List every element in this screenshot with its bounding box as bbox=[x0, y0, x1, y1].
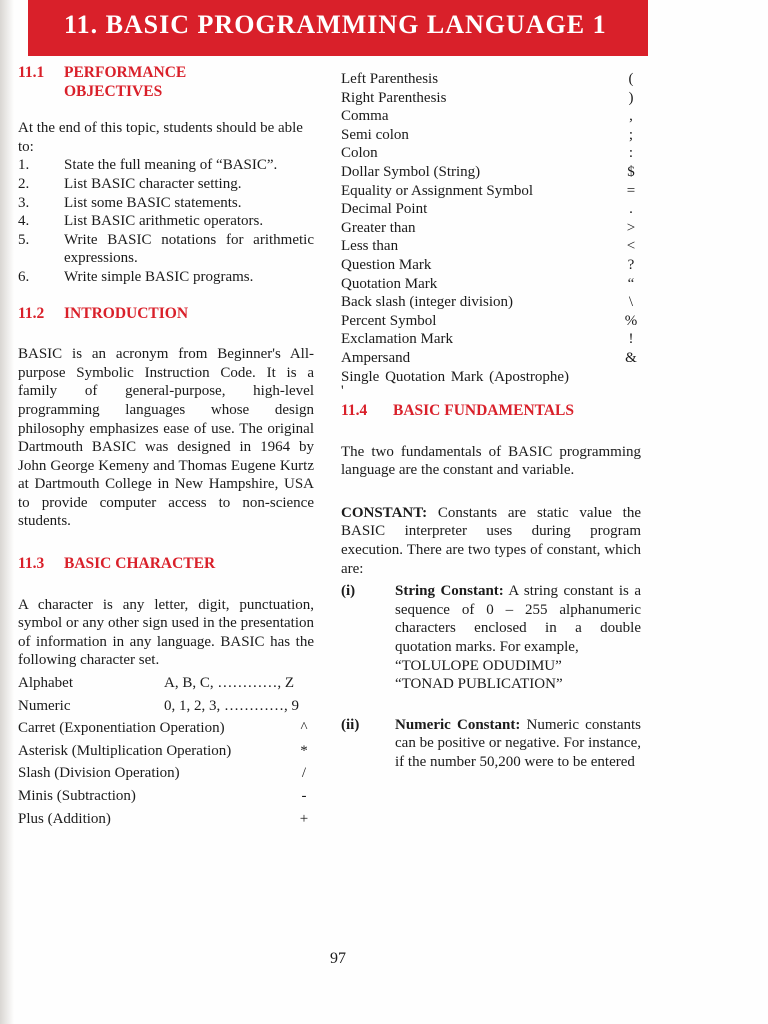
section-11-3-heading bbox=[18, 555, 314, 574]
table-row: Decimal Point . bbox=[341, 201, 633, 218]
list-item: 6. Write simple BASIC programs. bbox=[18, 268, 254, 285]
numeric-constant-item bbox=[341, 716, 641, 772]
fundamentals-paragraph: The two fundamentals of BASIC programming language are the constant and variable. bbox=[341, 443, 641, 479]
list-item: 3. List some BASIC statements. bbox=[18, 194, 242, 211]
constant-text: Constants are static value the BASIC interpreter uses during program execution. There are two types of constant, which are: bbox=[341, 504, 642, 577]
table-row: Right Parenthesis ) bbox=[341, 89, 634, 106]
section-11-1-heading bbox=[18, 64, 314, 101]
table-row: Single Quotation Mark (Apostrophe) bbox=[341, 368, 570, 385]
section-title: BASIC CHARACTER bbox=[64, 555, 216, 573]
table-row: Exclamation Mark ! bbox=[341, 331, 634, 348]
table-row: Slash (Division Operation) / bbox=[18, 765, 307, 782]
string-constant-item bbox=[341, 582, 641, 694]
numeric-constant-text: Numeric constants can be positive or negative. For instance, if the number 50,200 were to be entered bbox=[395, 716, 641, 770]
list-item: 4. List BASIC arithmetic operators. bbox=[18, 213, 264, 230]
character-paragraph: A character is any letter, digit, punctuation, symbol or any other sign used in the presentation of information in any language. BASIC has the following character set. bbox=[18, 596, 314, 669]
section-11-2-heading bbox=[18, 305, 314, 324]
table-row: Numeric 0, 1, 2, 3, …………, 9 bbox=[18, 697, 299, 714]
table-row: Semi colon ; bbox=[341, 126, 634, 143]
page-edge-shadow bbox=[0, 0, 14, 1024]
introduction-paragraph: BASIC is an acronym from Beginner's All-purpose Symbolic Instruction Code. It is a family of general-purpose, high-level programming languages whose design philosophy emphasizes ease of use. The original Dartmouth BASIC was designed in 1964 by John George Kemeny and Thomas Eugene Kurtz at Dartmouth College in New Hampshire, USA to provide computer access to non-science students. bbox=[18, 346, 314, 530]
section-title: INTRODUCTION bbox=[64, 304, 189, 322]
character-set-left bbox=[18, 674, 314, 828]
string-constant-heading: String Constant: bbox=[395, 583, 504, 600]
table-row: Greater than > bbox=[341, 219, 636, 236]
character-set-right bbox=[341, 70, 641, 400]
section-number: 11.3 bbox=[18, 555, 45, 573]
table-row: Dollar Symbol (String) $ bbox=[341, 163, 635, 180]
numeric-constant-heading: Numeric Constant: bbox=[395, 716, 521, 733]
right-column bbox=[341, 70, 641, 772]
section-number: 11.1 bbox=[18, 64, 45, 81]
objectives-list bbox=[18, 156, 314, 286]
table-row: Alphabet A, B, C, …………, Z bbox=[18, 675, 295, 692]
constant-label: CONSTANT: bbox=[341, 504, 428, 521]
table-row: Comma , bbox=[341, 108, 633, 125]
item-label: (ii) bbox=[341, 716, 360, 733]
table-row: Question Mark ? bbox=[341, 256, 635, 273]
table-row: Asterisk (Multiplication Operation) * bbox=[18, 742, 308, 759]
chapter-title: 11. BASIC PROGRAMMING LANGUAGE 1 bbox=[64, 10, 607, 39]
chapter-banner bbox=[28, 0, 648, 56]
table-row: Minis (Subtraction) - bbox=[18, 788, 307, 804]
section-11-4-heading bbox=[341, 402, 641, 421]
section-title-line2: OBJECTIVES bbox=[64, 82, 163, 100]
table-row: Plus (Addition) + bbox=[18, 810, 309, 827]
list-item: 1. State the full meaning of “BASIC”. bbox=[18, 157, 278, 174]
table-row: Quotation Mark “ bbox=[341, 275, 635, 292]
item-label: (i) bbox=[341, 583, 356, 600]
example-line: “TOLULOPE ODUDIMU” bbox=[395, 657, 562, 674]
section-number: 11.4 bbox=[341, 402, 368, 420]
table-row: Less than < bbox=[341, 238, 636, 255]
page-number: 97 bbox=[330, 950, 346, 967]
section-title-line1: PERFORMANCE bbox=[64, 64, 187, 81]
apostrophe-symbol: ' bbox=[341, 383, 344, 400]
section-title: BASIC FUNDAMENTALS bbox=[393, 402, 574, 420]
table-row: Left Parenthesis ( bbox=[341, 71, 634, 87]
list-item: 2. List BASIC character setting. bbox=[18, 175, 242, 192]
objectives-intro: At the end of this topic, students should be able to: bbox=[18, 120, 303, 155]
table-row: Carret (Exponentiation Operation) ^ bbox=[18, 720, 308, 737]
section-number: 11.2 bbox=[18, 304, 45, 322]
constant-paragraph bbox=[341, 504, 641, 578]
list-item: 5. Write BASIC notations for arithmetic expressions. bbox=[18, 231, 314, 267]
left-column bbox=[18, 64, 314, 828]
table-row: Percent Symbol % bbox=[341, 312, 638, 329]
example-line: “TONAD PUBLICATION” bbox=[395, 676, 563, 693]
table-row: Colon : bbox=[341, 145, 634, 162]
table-row: Equality or Assignment Symbol = bbox=[341, 182, 636, 199]
string-constant-text: A string constant is a sequence of 0 – 255 alphanumeric characters enclosed in a double quotation marks. For example, bbox=[395, 583, 641, 656]
table-row: Ampersand & bbox=[341, 349, 637, 366]
table-row: Back slash (integer division) \ bbox=[341, 294, 634, 311]
